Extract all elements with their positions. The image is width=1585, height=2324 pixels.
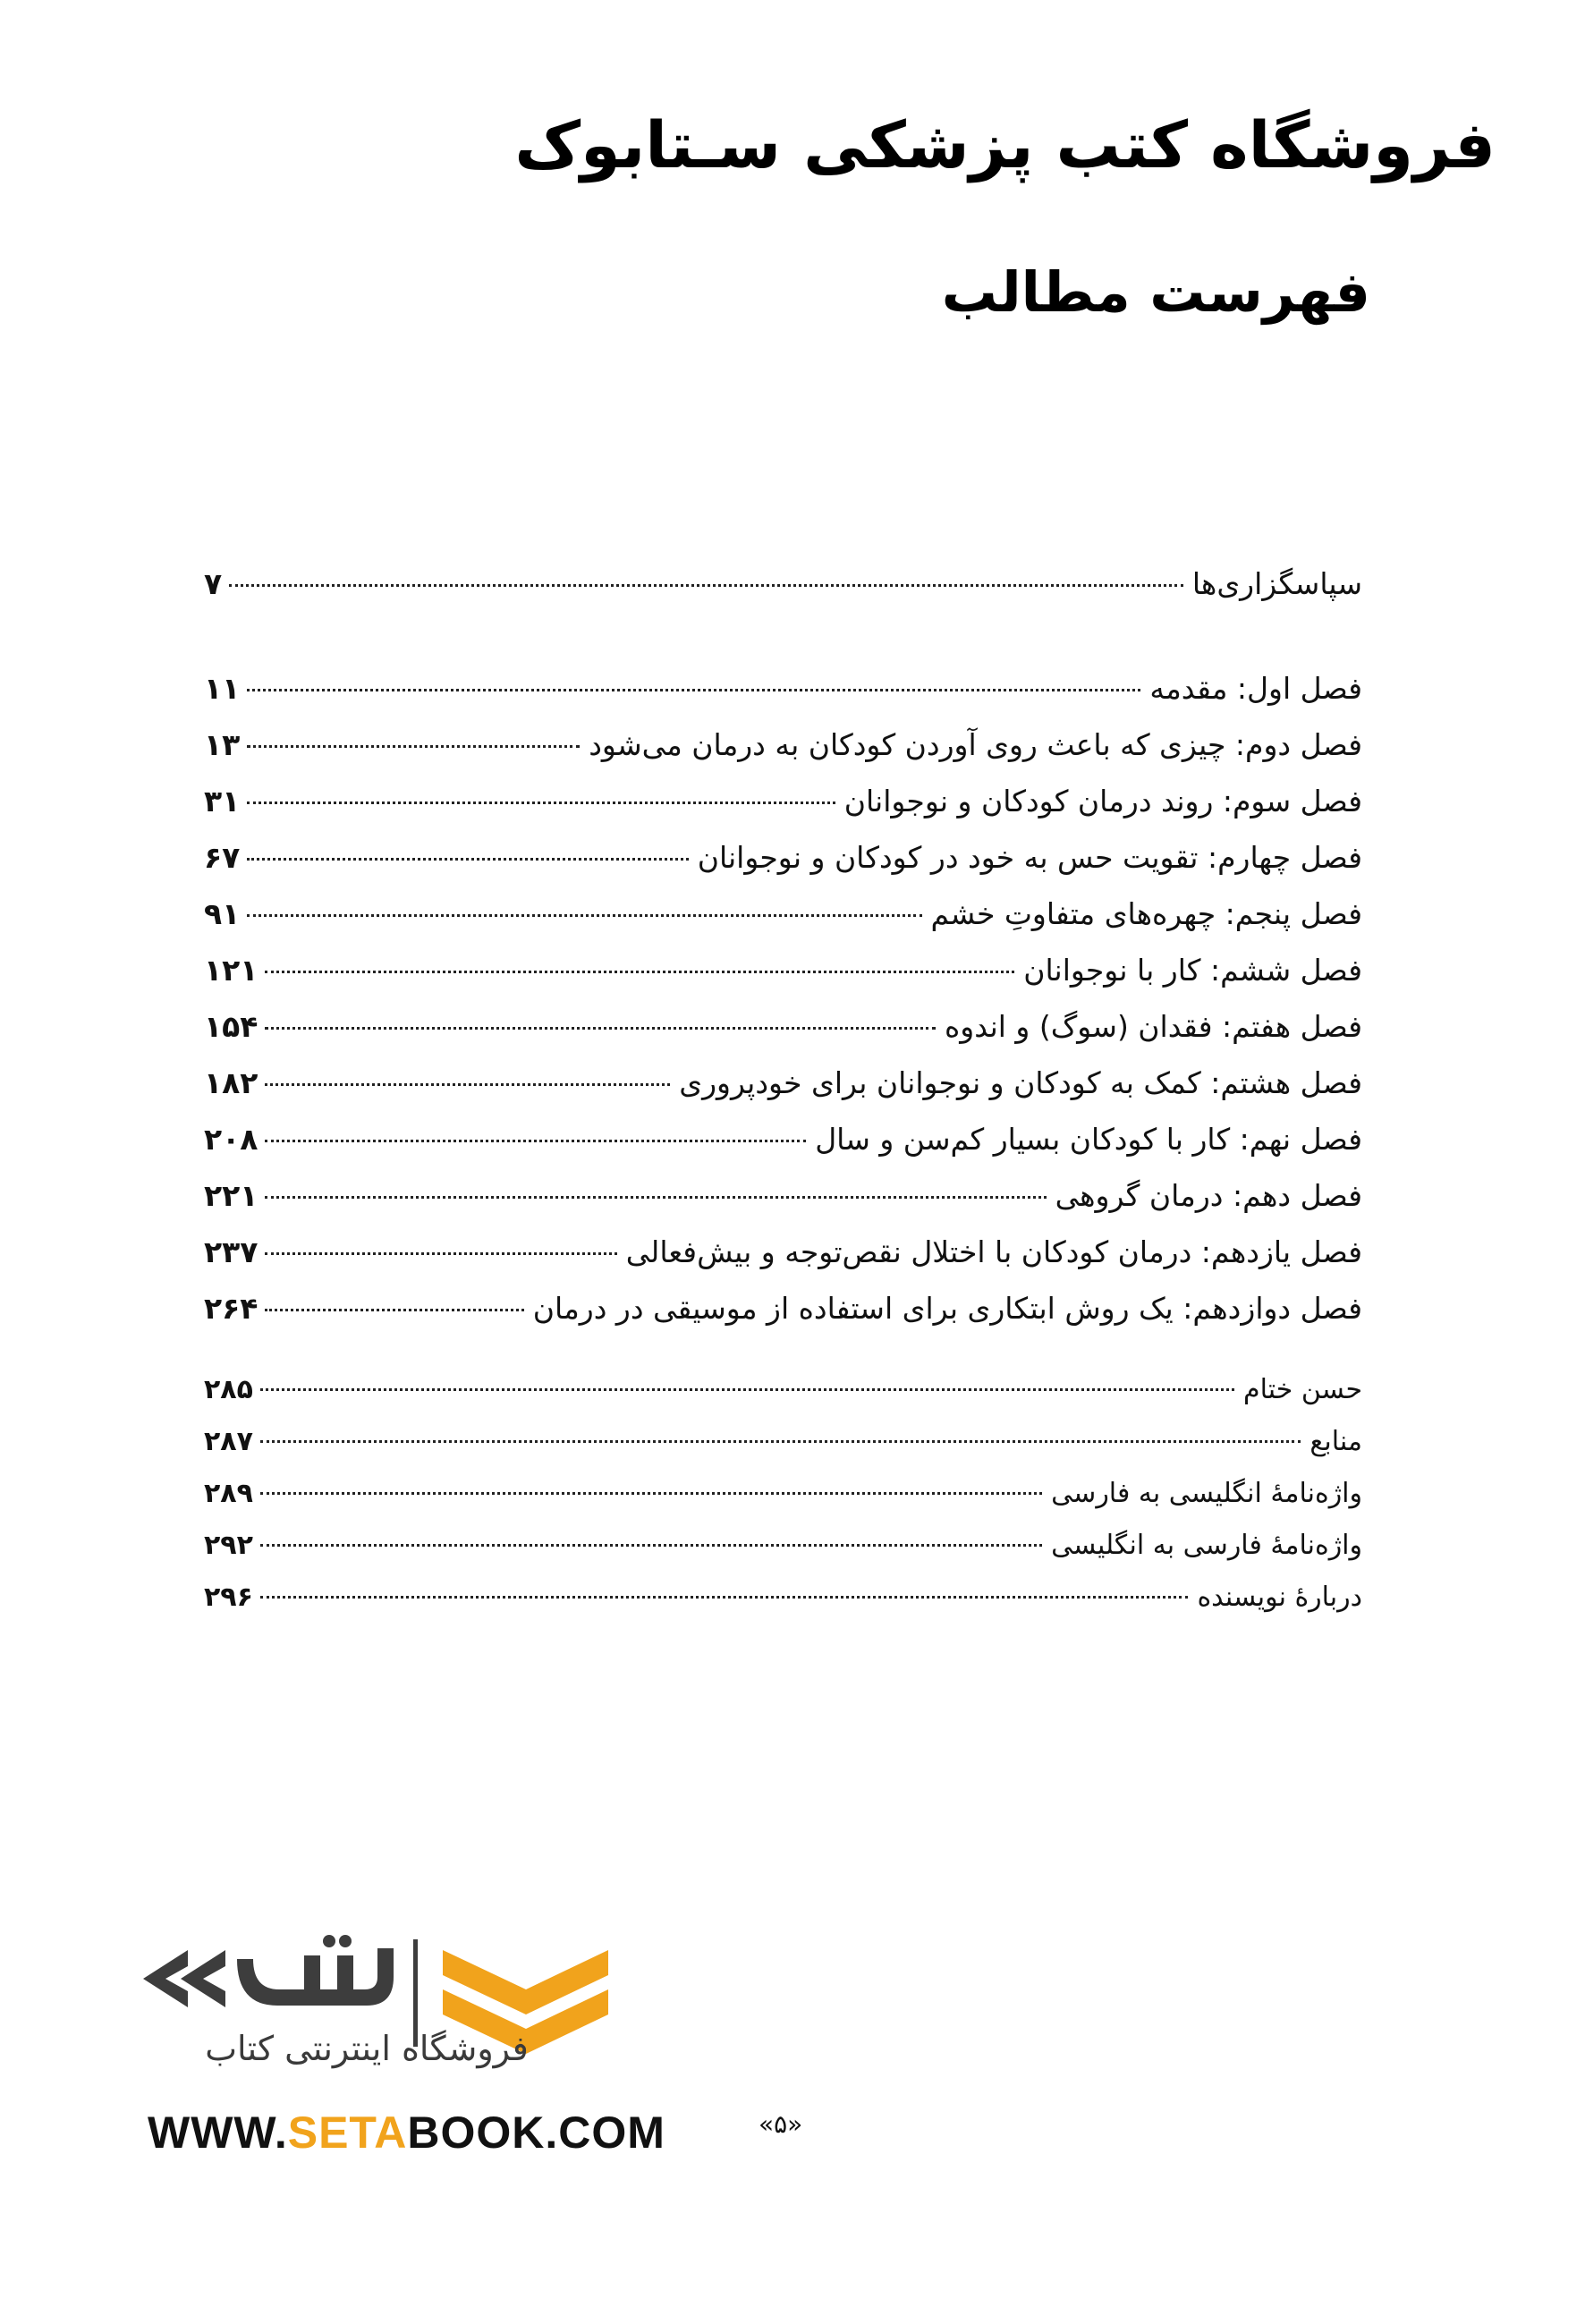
dot-leader	[247, 745, 580, 748]
page-number: «۵»	[759, 2109, 803, 2139]
toc-entry-title: فصل اول: مقدمه	[1149, 671, 1362, 706]
toc-entry[interactable]	[204, 1234, 1362, 1291]
toc-entry-title: فصل دوازدهم: یک روش ابتکاری برای استفاده از موسیقی در درمان	[532, 1291, 1362, 1326]
toc-entry[interactable]	[204, 727, 1362, 784]
toc-entry[interactable]	[204, 1530, 1362, 1582]
toc-entry[interactable]	[204, 1582, 1362, 1633]
toc-entry-title: واژه‌نامهٔ انگلیسی به فارسی	[1051, 1478, 1362, 1509]
toc-entry[interactable]	[204, 1291, 1362, 1347]
toc-entry[interactable]	[204, 1178, 1362, 1234]
toc-entry-page: ۱۱	[204, 671, 241, 706]
dot-leader	[260, 1492, 1042, 1495]
toc-entry[interactable]	[204, 1374, 1362, 1426]
toc-entry-page: ۱۸۲	[204, 1065, 259, 1100]
toc-back-matter	[204, 1374, 1362, 1633]
toc-entry-page: ۹۱	[204, 896, 241, 931]
wordmark-shape	[237, 1948, 394, 2006]
toc-entry-page: ۲۶۴	[204, 1291, 259, 1326]
toc-entry-title: فصل چهارم: تقویت حس به خود در کودکان و نوجوانان	[697, 840, 1362, 875]
page-header: فروشگاه کتب پزشکی سـتابوک	[514, 107, 1496, 182]
url-prefix: WWW.	[148, 2108, 288, 2158]
toc-entry-title: واژه‌نامهٔ فارسی به انگلیسی	[1051, 1530, 1362, 1561]
setabook-logo	[125, 1923, 671, 2084]
toc-entry-page: ۲۸۵	[204, 1374, 253, 1405]
toc-entry[interactable]	[204, 896, 1362, 953]
toc-entry-title: فصل هفتم: فقدان (سوگ) و اندوه	[945, 1009, 1362, 1044]
toc-chapters	[204, 671, 1362, 1347]
dot-leader	[265, 971, 1014, 973]
toc-entry-title: دربارهٔ نویسنده	[1197, 1582, 1362, 1613]
dot-leader	[247, 689, 1140, 691]
dot-leader	[265, 1309, 523, 1311]
toc-entry-page: ۲۸۷	[204, 1426, 253, 1457]
dot-leader	[247, 802, 835, 804]
toc-entry-page: ۲۰۸	[204, 1122, 259, 1157]
toc-entry[interactable]	[204, 1478, 1362, 1530]
toc-entry[interactable]	[204, 1122, 1362, 1178]
toc-entry[interactable]	[204, 566, 1362, 622]
toc-heading: فهرست مطالب	[941, 259, 1370, 325]
toc-entry-page: ۲۸۹	[204, 1478, 253, 1509]
toc-entry[interactable]	[204, 784, 1362, 840]
toc-entry-page: ۲۲۱	[204, 1178, 259, 1213]
toc-entry[interactable]	[204, 1065, 1362, 1122]
toc-entry-title: فصل ششم: کار با نوجوانان	[1023, 953, 1362, 988]
toc-entry-page: ۱۵۴	[204, 1009, 259, 1044]
wordmark-dot	[323, 1935, 335, 1947]
toc-entry[interactable]	[204, 1009, 1362, 1065]
toc-entry-page: ۱۳	[204, 727, 241, 762]
url-suffix: BOOK.COM	[407, 2108, 665, 2158]
toc-front-matter	[204, 566, 1362, 622]
toc-entry-title: فصل دوم: چیزی که باعث روی آوردن کودکان به درمان می‌شود	[589, 727, 1362, 762]
toc-entry-page: ۲۹۲	[204, 1530, 253, 1561]
dot-leader	[260, 1388, 1234, 1391]
wordmark-dot	[339, 1935, 352, 1947]
url-accent: SETA	[287, 2108, 408, 2158]
toc-entry-title: فصل سوم: روند درمان کودکان و نوجوانان	[843, 784, 1362, 818]
toc-entry[interactable]	[204, 671, 1362, 727]
toc-entry[interactable]	[204, 840, 1362, 896]
dot-leader	[247, 914, 921, 917]
toc-entry-title: فصل پنجم: چهره‌های متفاوتِ خشم	[930, 896, 1362, 931]
toc-entry[interactable]	[204, 1426, 1362, 1478]
site-url[interactable]	[148, 2107, 665, 2159]
dot-leader	[265, 1027, 936, 1030]
dot-leader	[265, 1140, 806, 1142]
toc-entry-page: ۶۷	[204, 840, 241, 875]
toc-entry-page: ۲۳۷	[204, 1234, 259, 1269]
toc-entry-page: ۱۲۱	[204, 953, 259, 988]
dot-leader	[265, 1083, 670, 1086]
dot-leader	[260, 1544, 1042, 1547]
toc-entry-page: ۲۹۶	[204, 1582, 253, 1613]
dot-leader	[265, 1252, 616, 1255]
dot-leader	[260, 1440, 1301, 1443]
toc-entry-title: فصل نهم: کار با کودکان بسیار کم‌سن و سال	[815, 1122, 1362, 1157]
toc-entry-title: فصل یازدهم: درمان کودکان با اختلال نقص‌توجه و بیش‌فعالی	[625, 1234, 1362, 1269]
toc-entry-title: منابع	[1310, 1426, 1362, 1457]
toc-entry[interactable]	[204, 953, 1362, 1009]
toc-entry-page: ۷	[204, 566, 223, 601]
toc-entry-page: ۳۱	[204, 784, 241, 818]
dot-leader	[260, 1596, 1189, 1599]
dot-leader	[265, 1196, 1046, 1199]
toc-entry-title: فصل دهم: درمان گروهی	[1055, 1178, 1362, 1213]
dot-leader	[229, 584, 1183, 587]
logo-tagline: فروشگاه اینترنتی کتاب	[205, 2029, 529, 2068]
toc-entry-title: حسن ختام	[1243, 1374, 1362, 1405]
toc-entry-title: فصل هشتم: کمک به کودکان و نوجوانان برای خودپروری	[679, 1065, 1362, 1100]
toc-entry-title: سپاسگزاری‌ها	[1191, 566, 1362, 601]
dot-leader	[247, 858, 688, 861]
